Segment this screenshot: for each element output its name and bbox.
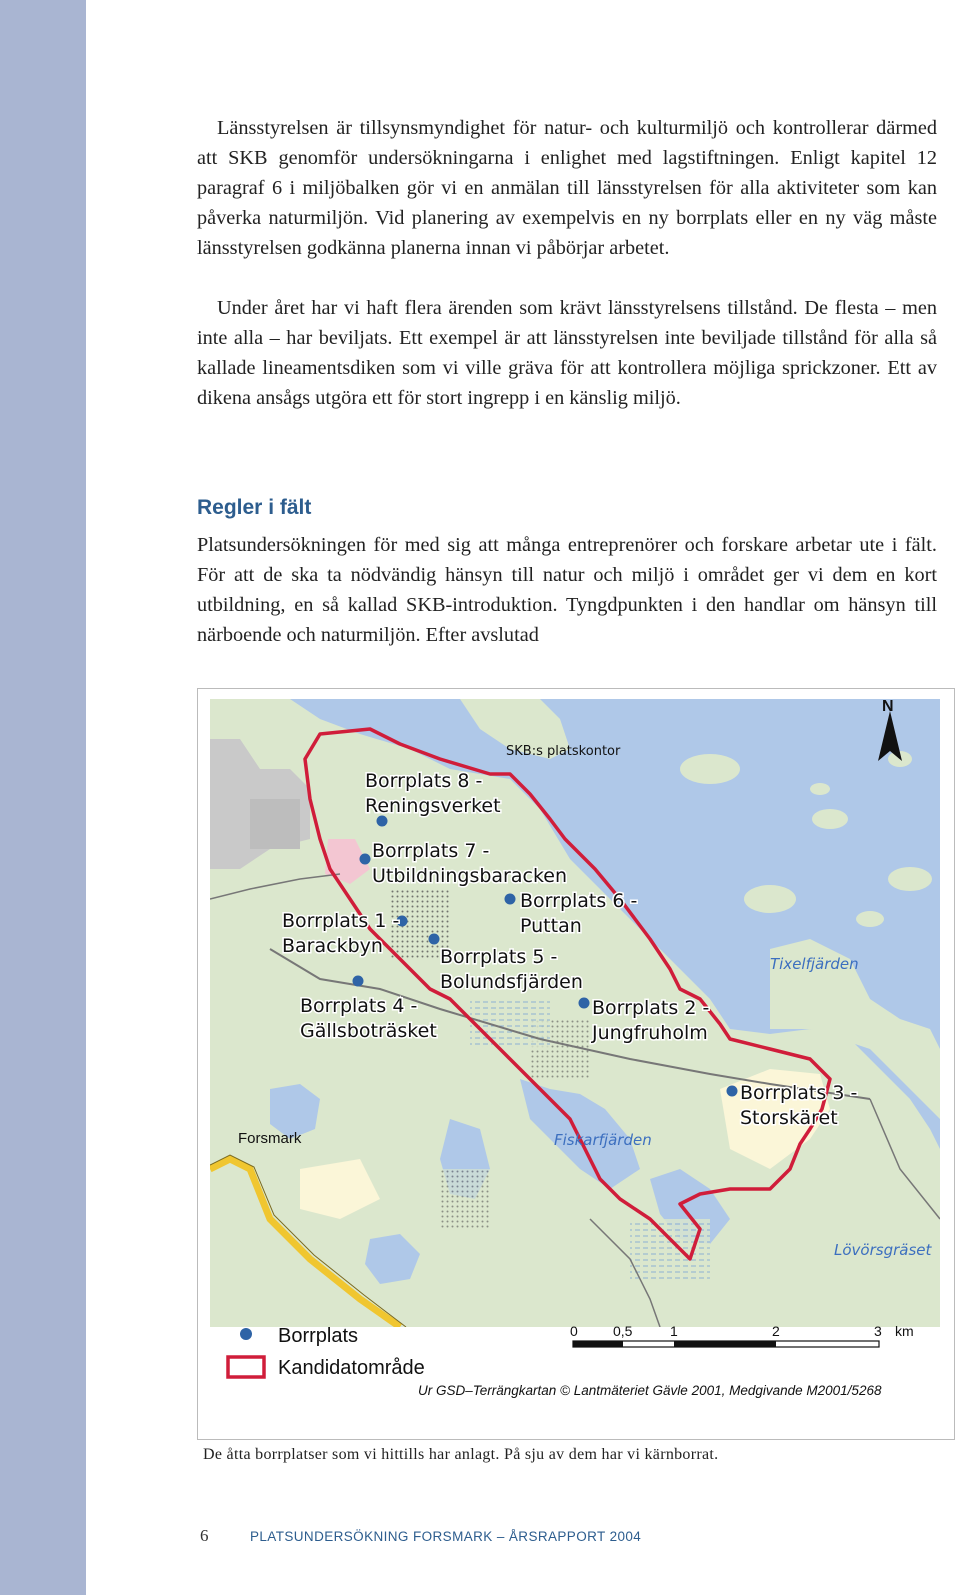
scale-bar [570, 1323, 914, 1347]
site-label: Barackbyn [282, 935, 383, 957]
site-marker [429, 934, 440, 945]
site-label: Bolundsfjärden [440, 971, 583, 993]
legend-site-marker [240, 1328, 252, 1340]
site-label: Borrplats 7 - [372, 840, 490, 862]
place-tixelfjarden: Tixelfjärden [770, 955, 859, 973]
site-marker [505, 894, 516, 905]
islet [888, 867, 932, 891]
map-figure [197, 688, 955, 1440]
site-marker [353, 976, 364, 987]
islet [680, 754, 740, 784]
map-credit: Ur GSD–Terrängkartan © Lantmäteriet Gävle 2001, Medgivande M2001/5268 [418, 1383, 882, 1398]
site-label: Borrplats 6 - [520, 890, 638, 912]
site-label: Borrplats 5 - [440, 946, 558, 968]
scale-tick: 2 [772, 1323, 780, 1339]
islet [812, 809, 848, 829]
place-fiskarfjarden: Fiskarfjärden [554, 1131, 652, 1149]
marsh-dots [440, 1169, 490, 1229]
islet [810, 783, 830, 795]
map [210, 699, 940, 1327]
legend-area [198, 1317, 954, 1439]
scale-unit: km [895, 1323, 914, 1339]
legend-kandidat-label: Kandidatområde [278, 1357, 425, 1379]
site-marker [360, 854, 371, 865]
scale-tick: 1 [670, 1323, 678, 1339]
site-label: Borrplats 8 - [365, 770, 483, 792]
legend-borrplats-label: Borrplats [278, 1325, 359, 1347]
scale-tick: 0,5 [613, 1323, 633, 1339]
figure-caption: De åtta borrplatser som vi hittills har anlagt. På sju av dem har vi kärnborrat. [203, 1446, 719, 1463]
site-label: Borrplats 4 - [300, 995, 418, 1017]
legend-boundary-swatch [228, 1357, 264, 1377]
office-label: SKB:s platskontor [506, 744, 621, 759]
industrial-area-2 [250, 799, 300, 849]
scale-tick: 0 [570, 1323, 578, 1339]
page-number: 6 [200, 1526, 209, 1545]
site-marker [377, 816, 388, 827]
site-label: Jungfruholm [592, 1022, 708, 1044]
site-label: Borrplats 1 - [282, 910, 400, 932]
scale-tick: 3 [874, 1323, 882, 1339]
site-label: Gällsboträsket [300, 1020, 437, 1042]
north-label: N [882, 699, 894, 715]
marsh-lines [470, 999, 550, 1049]
site-label: Storskäret [740, 1107, 838, 1129]
place-lovorsgraset: Lövörsgräset [834, 1241, 932, 1259]
site-label: Reningsverket [365, 795, 501, 817]
site-label: Borrplats 2 - [592, 997, 710, 1019]
sidebar-band [0, 0, 86, 1595]
islet [856, 911, 884, 927]
place-forsmark: Forsmark [238, 1130, 302, 1147]
body-paragraph-1: Länsstyrelsen är tillsynsmyndighet för natur- och kulturmiljö och kontrollerar därmed att SKB genomför undersökningarna i enlighet med lagstiftningen. Enligt kapitel 12 paragraf 6 i miljöbalken gör vi en anmälan till länsstyrelsen för alla aktiviteter som kan påverka naturmiljön. Vid planering av exempelvis en ny borrplats eller en ny väg måste länsstyrelsen godkänna planerna innan vi påbörjar arbetet. [197, 117, 937, 259]
site-marker [727, 1086, 738, 1097]
site-label: Puttan [520, 915, 582, 937]
islet [744, 885, 796, 913]
body-paragraph-2: Under året har vi haft flera ärenden som krävt länsstyrelsens tillstånd. De flesta – men inte alla – har beviljats. Ett exempel är att länsstyrelsen inte beviljade tillstånd för alla så kallade lineamentsdiken som vi ville gräva för att kontrollera möjliga sprickzoner. Ett av dikena ansågs utgöra ett för stort ingrepp i en känslig miljö. [197, 297, 937, 409]
footer-title: PLATSUNDERSÖKNING FORSMARK – ÅRSRAPPORT 2004 [250, 1529, 642, 1544]
site-marker [579, 998, 590, 1009]
body-paragraph-3: Platsundersökningen för med sig att många entreprenörer och forskare arbetar ute i fält. För att de ska ta nödvändig hänsyn till natur och miljö i området ger vi dem en kort utbildning, en så kallad SKB-introduktion. Tyngdpunkten i den handlar om hänsyn till närboende och naturmiljön. Efter avslutad [197, 534, 937, 646]
section-heading: Regler i fält [197, 496, 312, 519]
site-label: Utbildningsbaracken [372, 865, 568, 887]
site-label: Borrplats 3 - [740, 1082, 858, 1104]
